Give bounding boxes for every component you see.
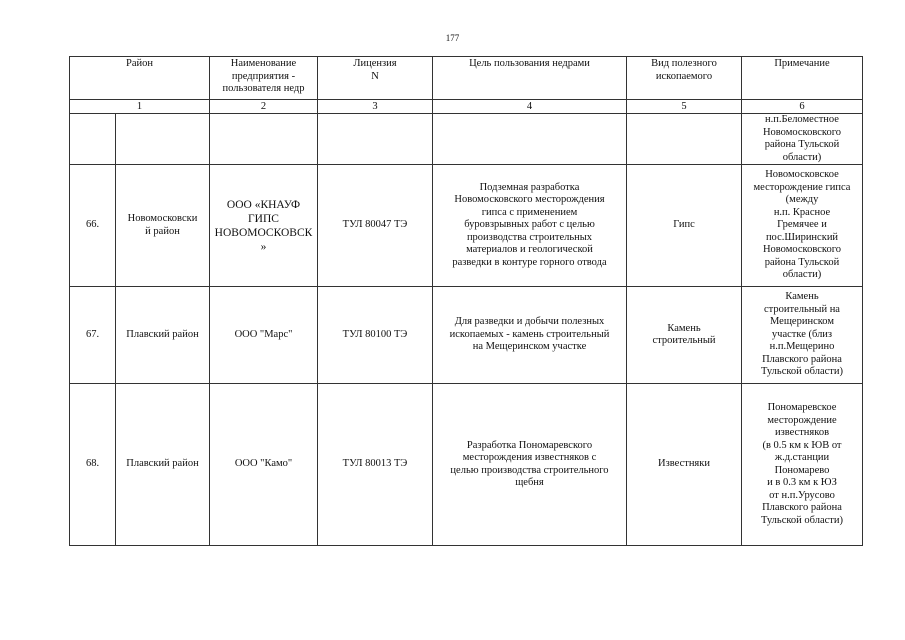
empty-cell xyxy=(318,114,433,165)
company-cell: ООО "Камо" xyxy=(210,384,318,546)
mineral-cell: Камень строительный xyxy=(627,287,742,384)
district-cell: Плавский район xyxy=(116,287,210,384)
company-cell: ООО «КНАУФ ГИПС НОВОМОСКОВСК » xyxy=(210,165,318,287)
mineral-cell: Известняки xyxy=(627,384,742,546)
mineral-cell: Гипс xyxy=(627,165,742,287)
empty-cell xyxy=(627,114,742,165)
header-purpose: Цель пользования недрами xyxy=(433,57,627,100)
note-cell: Новомосковское месторождение гипса (между н.п. Красное Гремячее и пос.Ширинский Новомосковского района Тульской области) xyxy=(742,165,863,287)
continuation-note: н.п.Беломестное Новомосковского района Тульской области) xyxy=(742,114,863,165)
row-number: 68. xyxy=(70,384,116,546)
header-mineral: Вид полезного ископаемого xyxy=(627,57,742,100)
column-number: 4 xyxy=(433,100,627,114)
header-note: Примечание xyxy=(742,57,863,100)
header-license: Лицензия N xyxy=(318,57,433,100)
column-number: 6 xyxy=(742,100,863,114)
table-row xyxy=(70,165,863,287)
header-district: Район xyxy=(70,57,210,100)
license-cell: ТУЛ 80013 ТЭ xyxy=(318,384,433,546)
purpose-cell: Разработка Пономаревского месторождения известняков с целью производства строительного щебня xyxy=(433,384,627,546)
column-number: 1 xyxy=(70,100,210,114)
license-cell: ТУЛ 80100 ТЭ xyxy=(318,287,433,384)
company-cell: ООО "Марс" xyxy=(210,287,318,384)
header-row xyxy=(70,57,863,100)
continuation-row xyxy=(70,114,863,165)
purpose-cell: Подземная разработка Новомосковского месторождения гипса с применением буровзрывных работ с целью производства строительных материалов и геологической разведки в контуре горного отвода xyxy=(433,165,627,287)
note-cell: Камень строительный на Мещеринском участке (близ н.п.Мещерино Плавского района Тульской области) xyxy=(742,287,863,384)
row-number: 66. xyxy=(70,165,116,287)
empty-cell xyxy=(433,114,627,165)
license-cell: ТУЛ 80047 ТЭ xyxy=(318,165,433,287)
column-number-row xyxy=(70,100,863,114)
note-cell: Пономаревское месторождение известняков (в 0.5 км к ЮВ от ж.д.станции Пономарево и в 0.3 км к ЮЗ от н.п.Урусово Плавского района Тульской области) xyxy=(742,384,863,546)
table-row xyxy=(70,384,863,546)
district-cell: Новомосковски й район xyxy=(116,165,210,287)
column-number: 3 xyxy=(318,100,433,114)
empty-cell xyxy=(210,114,318,165)
row-number: 67. xyxy=(70,287,116,384)
subsoil-users-table xyxy=(69,56,863,546)
purpose-cell: Для разведки и добычи полезных ископаемых - камень строительный на Мещеринском участке xyxy=(433,287,627,384)
empty-cell xyxy=(116,114,210,165)
table-row xyxy=(70,287,863,384)
header-company: Наименование предприятия - пользователя недр xyxy=(210,57,318,100)
page-number: 177 xyxy=(445,33,460,43)
column-number: 5 xyxy=(627,100,742,114)
district-cell: Плавский район xyxy=(116,384,210,546)
empty-cell xyxy=(70,114,116,165)
column-number: 2 xyxy=(210,100,318,114)
